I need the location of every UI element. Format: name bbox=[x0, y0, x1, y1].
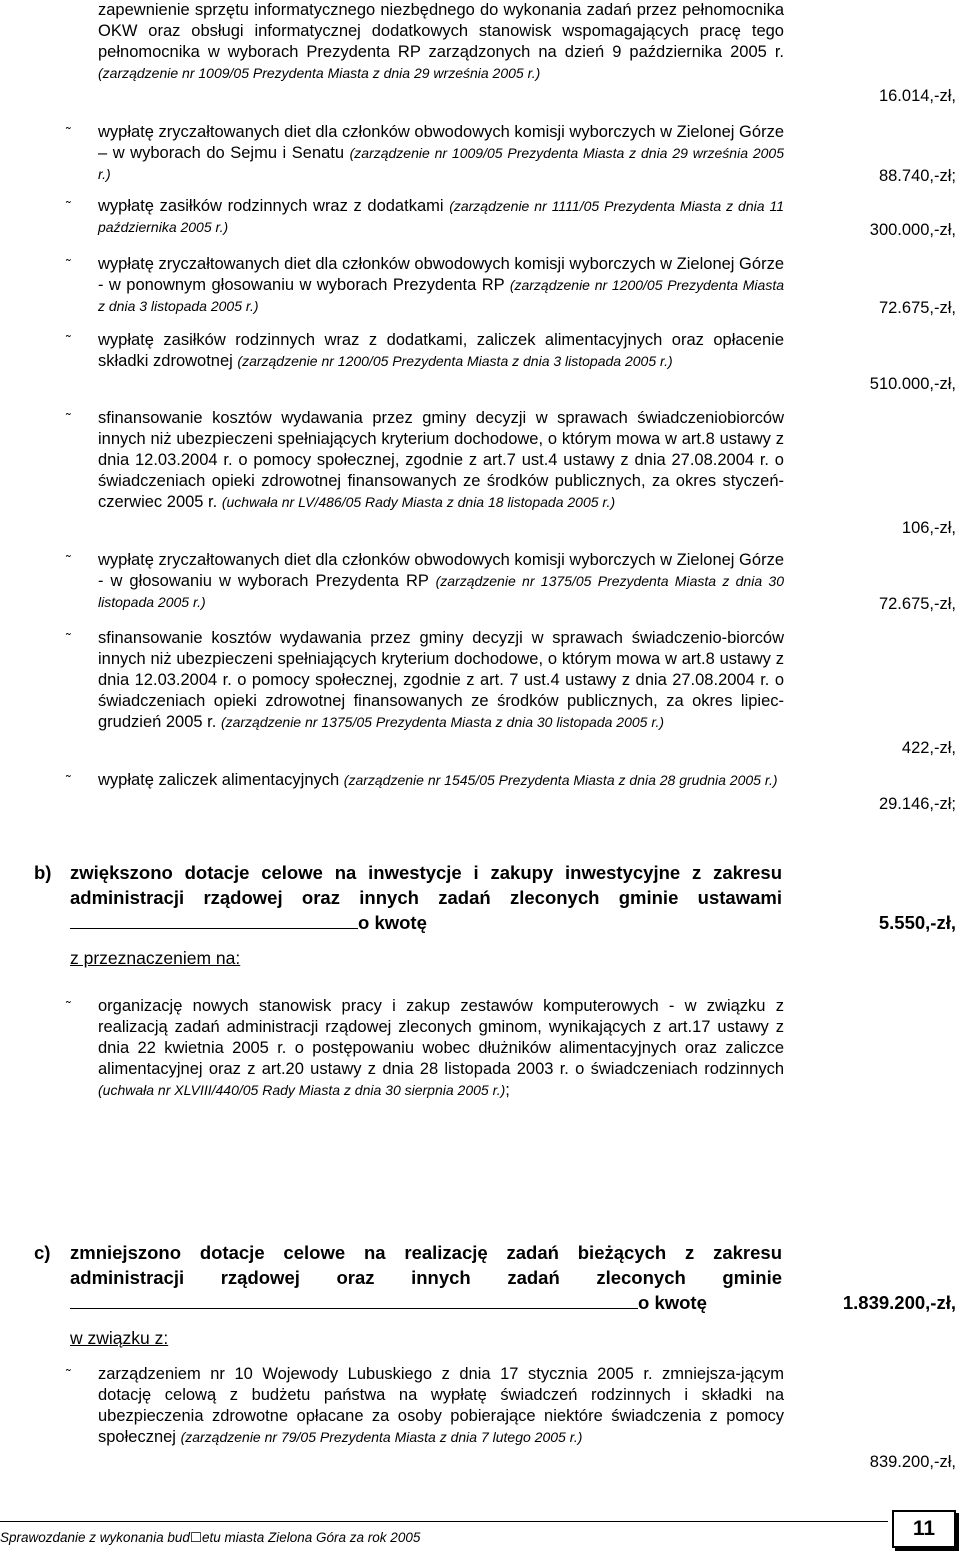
item-reference: (uchwała nr LV/486/05 Rady Miasta z dnia 18 listopada 2005 r.) bbox=[221, 494, 616, 510]
section-letter: b) bbox=[34, 862, 52, 883]
item-amount: 300.000,-zł, bbox=[869, 221, 956, 239]
item-reference: (zarządzenie nr 1375/05 Prezydenta Miasta z dnia 30 listopada 2005 r.) bbox=[98, 573, 784, 610]
item-reference: (zarządzenie nr 1200/05 Prezydenta Miasta z dnia 3 listopada 2005 r.) bbox=[237, 353, 673, 369]
fill-line bbox=[70, 914, 358, 929]
item-amount: 29.146,-zł; bbox=[878, 795, 956, 813]
item-amount: 839.200,-zł, bbox=[869, 1453, 956, 1471]
section-amount: 5.550,-zł, bbox=[878, 912, 956, 933]
bullet-icon: ˜ bbox=[66, 1366, 71, 1382]
item-text: wypłatę zryczałtowanych diet dla członków obwodowych komisji wyborczych w Zielonej Górze – w wyborach do Sejmu i Senatu bbox=[98, 123, 784, 162]
item-text: sfinansowanie kosztów wydawania przez gminy decyzji w sprawach świadczenio-biorców innych niż ubezpieczeni spełniających kryterium dochodowe, o którym mowa w art.8 ustawy z dnia 12.03.2004 r. o pomocy społecznej, zgodnie z art. 7 ust.4 ustawy z dnia 27.08.2004 r. o świadczeniach opieki zdrowotnej finansowanych ze środków publicznych, za okres lipiec-grudzień 2005 r. bbox=[98, 629, 784, 731]
item-text: zapewnienie sprzętu informatycznego niezbędnego do wykonania zadań przez pełnomocnika OKW oraz obsługi informatycznej dodatkowych stanowisk wspomagających pracę tego pełnomocnika w wyborach Prezydenta RP zarządzonych na dzień 9 października 2005 r. bbox=[98, 1, 784, 61]
section-letter: c) bbox=[34, 1242, 51, 1263]
item-amount: 72.675,-zł, bbox=[878, 299, 956, 317]
item-text: sfinansowanie kosztów wydawania przez gminy decyzji w sprawach świadczeniobiorców innych niż ubezpieczeni spełniających kryterium dochodowe, o którym mowa w art.8 ustawy z dnia 12.03.2004 r. o pomocy społecznej, zgodnie z art.7 ust.4 ustawy z dnia 27.08.2004 r. o świadczeniach opieki zdrowotnej finansowanych ze środków publicznych, za okres styczeń-czerwiec 2005 r. bbox=[98, 409, 784, 511]
bullet-icon: ˜ bbox=[66, 630, 71, 646]
item-amount: 106,-zł, bbox=[901, 519, 956, 537]
footer-title: Sprawozdanie z wykonania bud☐etu miasta Zielona Góra za rok 2005 bbox=[0, 1530, 421, 1545]
item-amount: 72.675,-zł, bbox=[878, 595, 956, 613]
item-text: zarządzeniem nr 10 Wojewody Lubuskiego z dnia 17 stycznia 2005 r. zmniejsza-jącym dotację celową z budżetu państwa na wypłatę świadczeń rodzinnych i składki na ubezpieczenia zdrowotne opłacane za osoby pobierające niektóre świadczenia z pomocy społecznej bbox=[98, 1365, 784, 1446]
footer-divider bbox=[0, 1521, 888, 1522]
item-reference: (zarządzenie nr 1545/05 Prezydenta Miasta z dnia 28 grudnia 2005 r.) bbox=[343, 772, 778, 788]
item-reference: (zarządzenie nr 1009/05 Prezydenta Miasta z dnia 29 września 2005 r.) bbox=[98, 65, 541, 81]
fill-line bbox=[70, 1294, 638, 1309]
item-amount: 16.014,-zł, bbox=[878, 87, 956, 105]
item-amount: 422,-zł, bbox=[901, 739, 956, 757]
item-text: wypłatę zryczałtowanych diet dla członków obwodowych komisji wyborczych w Zielonej Górze - w głosowaniu w wyborach Prezydenta RP bbox=[98, 551, 784, 590]
item-reference: (zarządzenie nr 1375/05 Prezydenta Miasta z dnia 30 listopada 2005 r.) bbox=[220, 714, 665, 730]
item-reference: (zarządzenie nr 1111/05 Prezydenta Miasta z dnia 11 października 2005 r.) bbox=[98, 198, 784, 235]
item-reference: (zarządzenie nr 79/05 Prezydenta Miasta z dnia 7 lutego 2005 r.) bbox=[180, 1429, 583, 1445]
bullet-icon: ˜ bbox=[66, 998, 71, 1014]
section-heading-suffix: o kwotę bbox=[638, 1292, 707, 1313]
item-reference: (uchwała nr XLVIII/440/05 Rady Miasta z dnia 30 sierpnia 2005 r.) bbox=[98, 1082, 506, 1098]
item-text: organizację nowych stanowisk pracy i zakup zestawów komputerowych - w związku z realizacją zadań administracji rządowej zleconych gminom, wynikających z art.17 ustawy z dnia 22 kwietnia 2005 r. o postępowaniu wobec dłużników alimentacyjnych oraz zaliczce alimentacyjnej oraz z art.20 ustawy z dnia 28 listopada 2003 r. o świadczeniach rodzinnych bbox=[98, 997, 784, 1078]
page-number: 11 bbox=[892, 1510, 956, 1548]
section-c-subheading: w związku z: bbox=[70, 1328, 169, 1348]
section-heading-text: zwiększono dotacje celowe na inwestycje i zakupy inwestycyjne z zakresu administracji rządowej oraz innych zadań zleconych gminie ustawami bbox=[70, 862, 782, 908]
bullet-icon: ˜ bbox=[66, 198, 71, 214]
item-reference: (zarządzenie nr 1200/05 Prezydenta Miasta z dnia 3 listopada 2005 r.) bbox=[98, 277, 784, 314]
section-b-subheading: z przeznaczeniem na: bbox=[70, 948, 241, 968]
bullet-icon: ˜ bbox=[66, 410, 71, 426]
item-reference: (zarządzenie nr 1009/05 Prezydenta Miasta z dnia 29 września 2005 r.) bbox=[98, 145, 784, 182]
item-amount: 88.740,-zł; bbox=[878, 167, 956, 185]
bullet-icon: ˜ bbox=[66, 332, 71, 348]
item-amount: 510.000,-zł, bbox=[869, 375, 956, 393]
bullet-icon: ˜ bbox=[66, 772, 71, 788]
section-heading-text: zmniejszono dotacje celowe na realizację zadań bieżących z zakresu administracji rządowej oraz innych zadań zleconych gminie bbox=[70, 1242, 782, 1288]
item-text: wypłatę zasiłków rodzinnych wraz z dodatkami bbox=[98, 197, 444, 215]
item-text: wypłatę zryczałtowanych diet dla członków obwodowych komisji wyborczych w Zielonej Górze - w ponownym głosowaniu w wyborach Prezydenta RP bbox=[98, 255, 784, 294]
item-text: wypłatę zasiłków rodzinnych wraz z dodatkami, zaliczek alimentacyjnych oraz opłacenie składki zdrowotnej bbox=[98, 331, 784, 370]
item-text: wypłatę zaliczek alimentacyjnych bbox=[98, 771, 340, 789]
bullet-icon: ˜ bbox=[66, 256, 71, 272]
item-tail: ; bbox=[505, 1081, 510, 1099]
bullet-icon: ˜ bbox=[66, 552, 71, 568]
section-heading-suffix: o kwotę bbox=[358, 912, 427, 933]
section-amount: 1.839.200,-zł, bbox=[842, 1292, 956, 1313]
bullet-icon: ˜ bbox=[66, 124, 71, 140]
